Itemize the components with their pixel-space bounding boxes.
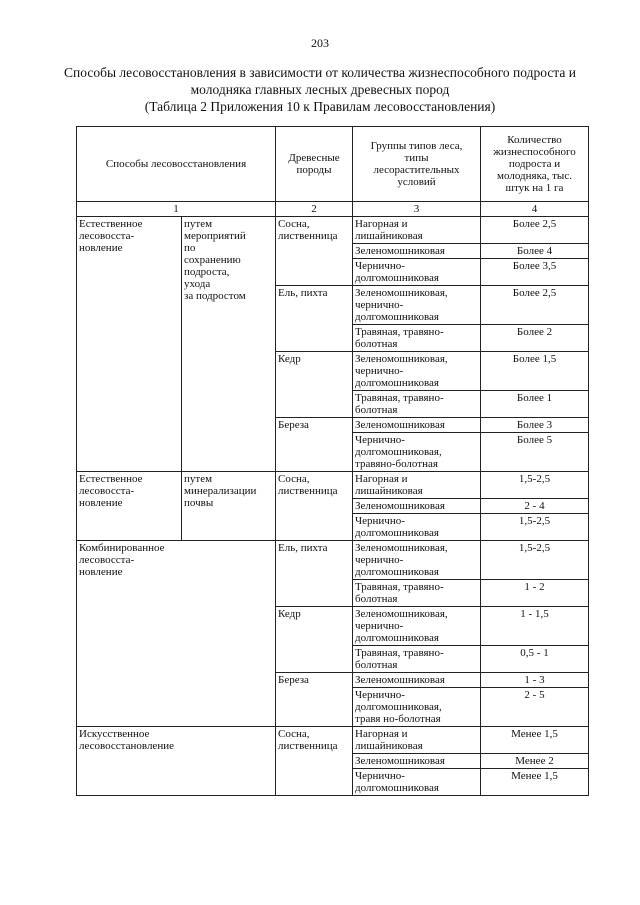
forest-type-cell: Чернично- долгомошниковая, травяно-болотная (353, 433, 481, 472)
header-groups: Группы типов леса, типы лесорастительных условий (353, 127, 481, 202)
species-cell: Сосна, лиственница (276, 217, 353, 286)
method-cell: Естественное лесовосста- новление (77, 217, 182, 472)
forest-type-cell: Зеленомошниковая (353, 499, 481, 514)
quantity-cell: Менее 2 (481, 754, 589, 769)
forest-type-cell: Травяная, травяно- болотная (353, 325, 481, 352)
method-sub-cell: путем мероприятий по сохранению подроста, ухода за подростом (182, 217, 276, 472)
table-row (77, 727, 589, 754)
species-cell: Береза (276, 673, 353, 727)
quantity-cell: 2 - 5 (481, 688, 589, 727)
header-species: Древесные породы (276, 127, 353, 202)
reforestation-table (76, 126, 589, 796)
method-cell: Естественное лесовосста- новление (77, 472, 182, 541)
quantity-cell: Более 1 (481, 391, 589, 418)
quantity-cell: Более 2 (481, 325, 589, 352)
column-number: 1 (77, 202, 276, 217)
quantity-cell: Более 4 (481, 244, 589, 259)
forest-type-cell: Нагорная и лишайниковая (353, 472, 481, 499)
forest-type-cell: Чернично- долгомошниковая (353, 514, 481, 541)
forest-type-cell: Чернично- долгомошниковая, травя но-болотная (353, 688, 481, 727)
method-cell: Искусственное лесовосстановление (77, 727, 276, 796)
column-number: 4 (481, 202, 589, 217)
method-cell: Комбинированное лесовосста- новление (77, 541, 276, 727)
species-cell: Кедр (276, 352, 353, 418)
quantity-cell: Более 2,5 (481, 286, 589, 325)
species-cell: Береза (276, 418, 353, 472)
quantity-cell: 1,5-2,5 (481, 541, 589, 580)
forest-type-cell: Зеленомошниковая (353, 754, 481, 769)
column-number: 3 (353, 202, 481, 217)
table-row (77, 217, 589, 244)
table-row (77, 472, 589, 499)
quantity-cell: Более 1,5 (481, 352, 589, 391)
header-methods: Способы лесовосстановления (77, 127, 276, 202)
title-line-1: Способы лесовосстановления в зависимости от количества жизнеспособного подроста и (64, 65, 576, 80)
species-cell: Сосна, лиственница (276, 727, 353, 796)
title-line-3: (Таблица 2 Приложения 10 к Правилам лесовосстановления) (144, 99, 496, 114)
quantity-cell: Менее 1,5 (481, 769, 589, 796)
column-number: 2 (276, 202, 353, 217)
quantity-cell: 1,5-2,5 (481, 472, 589, 499)
forest-type-cell: Зеленомошниковая (353, 673, 481, 688)
title-line-2: молодняка главных лесных древесных пород (190, 82, 450, 97)
header-quantity: Количество жизнеспособного подроста и молодняка, тыс. штук на 1 га (481, 127, 589, 202)
document-title (40, 64, 600, 115)
forest-type-cell: Нагорная и лишайниковая (353, 727, 481, 754)
forest-type-cell: Нагорная и лишайниковая (353, 217, 481, 244)
forest-type-cell: Зеленомошниковая (353, 418, 481, 433)
quantity-cell: 1 - 3 (481, 673, 589, 688)
forest-type-cell: Зеленомошниковая, чернично- долгомошниковая (353, 541, 481, 580)
forest-type-cell: Травяная, травяно- болотная (353, 580, 481, 607)
table-row (77, 541, 589, 580)
quantity-cell: 2 - 4 (481, 499, 589, 514)
quantity-cell: Менее 1,5 (481, 727, 589, 754)
forest-type-cell: Зеленомошниковая, чернично- долгомошниковая (353, 352, 481, 391)
column-number-row (77, 202, 589, 217)
forest-type-cell: Травяная, травяно- болотная (353, 391, 481, 418)
quantity-cell: 1 - 1,5 (481, 607, 589, 646)
quantity-cell: Более 5 (481, 433, 589, 472)
quantity-cell: 1 - 2 (481, 580, 589, 607)
forest-type-cell: Зеленомошниковая, чернично- долгомошниковая (353, 607, 481, 646)
quantity-cell: 1,5-2,5 (481, 514, 589, 541)
species-cell: Кедр (276, 607, 353, 673)
method-sub-cell: путем минерализации почвы (182, 472, 276, 541)
table-body (77, 217, 589, 796)
forest-type-cell: Зеленомошниковая, чернично- долгомошниковая (353, 286, 481, 325)
forest-type-cell: Травяная, травяно- болотная (353, 646, 481, 673)
quantity-cell: Более 3 (481, 418, 589, 433)
forest-type-cell: Зеленомошниковая (353, 244, 481, 259)
quantity-cell: 0,5 - 1 (481, 646, 589, 673)
forest-type-cell: Чернично- долгомошниковая (353, 259, 481, 286)
species-cell: Ель, пихта (276, 541, 353, 607)
species-cell: Ель, пихта (276, 286, 353, 352)
quantity-cell: Более 3,5 (481, 259, 589, 286)
forest-type-cell: Чернично- долгомошниковая (353, 769, 481, 796)
page-number: 203 (311, 36, 329, 50)
table-header-row (77, 127, 589, 202)
species-cell: Сосна, лиственница (276, 472, 353, 541)
quantity-cell: Более 2,5 (481, 217, 589, 244)
